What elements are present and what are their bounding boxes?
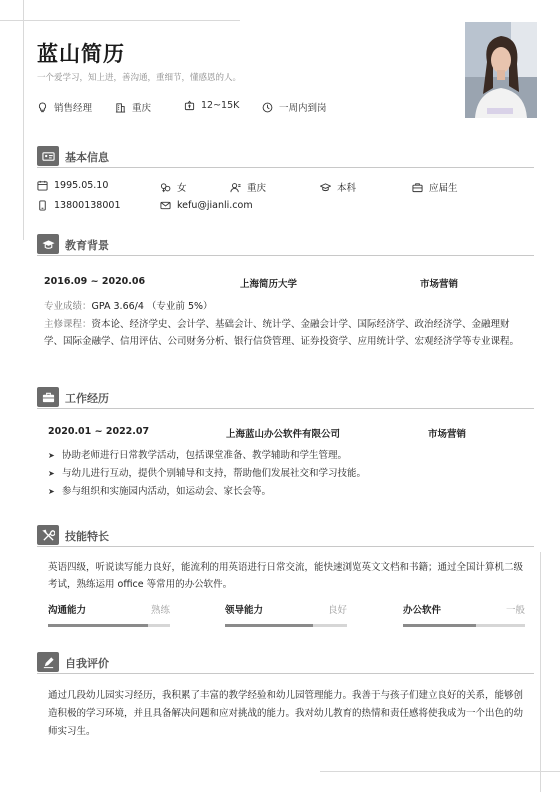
- building-icon: [115, 102, 126, 113]
- section-skills-badge: [37, 525, 59, 545]
- section-work-badge: [37, 387, 59, 407]
- profile-photo-image: [465, 22, 537, 118]
- skill-name: 领导能力: [225, 605, 264, 616]
- education-gpa-value: GPA 3.66/4 （专业前 5%）: [91, 301, 213, 312]
- info-city-value: 重庆: [247, 183, 267, 194]
- skill-level: 一般: [505, 605, 525, 616]
- skill-bar-fill: [48, 624, 148, 627]
- decor-line-left: [23, 0, 24, 240]
- skill-bar-fill: [225, 624, 313, 627]
- tools-icon: [42, 529, 55, 542]
- section-skills-title: 技能特长: [65, 530, 109, 543]
- skill-bar-track: [225, 624, 347, 627]
- profile-photo: [465, 22, 537, 118]
- section-skills-rule: [37, 546, 534, 547]
- section-basic-info-badge: [37, 146, 59, 166]
- skill-office: [403, 602, 525, 630]
- info-phone: [37, 200, 121, 211]
- envelope-icon: [160, 200, 171, 211]
- skill-leadership: [225, 602, 347, 630]
- bulb-icon: [37, 102, 48, 113]
- money-bag-icon: [184, 100, 195, 111]
- graduation-cap-icon: [320, 182, 331, 193]
- education-gpa-label: 专业成绩：: [44, 301, 92, 312]
- info-gender: [160, 180, 187, 194]
- calendar-icon: [37, 180, 48, 191]
- section-self-evaluation-title: 自我评价: [65, 657, 109, 670]
- job-intent-salary: [184, 100, 239, 111]
- person-icon: [230, 182, 241, 193]
- job-intent-city-label: 重庆: [132, 103, 152, 114]
- briefcase-icon: [412, 182, 423, 193]
- skill-bar-fill: [403, 624, 476, 627]
- section-basic-info-rule: [37, 167, 534, 168]
- briefcase-icon: [42, 391, 55, 404]
- pen-icon: [42, 656, 55, 669]
- skill-bar-track: [403, 624, 525, 627]
- id-card-icon: [42, 150, 55, 163]
- info-birthdate: [37, 180, 108, 191]
- info-birthdate-value: 1995.05.10: [54, 180, 109, 191]
- work-duties: [48, 447, 528, 501]
- work-duty-item: ➤ 协助老师进行日常教学活动，包括课堂准备、教学辅助和学生管理。: [48, 447, 528, 465]
- section-self-evaluation-rule: [37, 673, 534, 674]
- skills-summary: 英语四级，听说读写能力良好，能流利的用英语进行日常交流，能快速浏览英文文档和书籍；通过全国计算机二级考试，熟练运用 office 等常用的办公软件。: [48, 562, 524, 590]
- job-intent-row: [37, 100, 437, 116]
- phone-icon: [37, 200, 48, 211]
- skill-level: 熟练: [150, 605, 170, 616]
- education-period: 2016.09 ~ 2020.06: [44, 276, 146, 287]
- section-basic-info: [37, 146, 534, 168]
- section-education-rule: [37, 255, 534, 256]
- education-courses-value: 资本论、经济学史、会计学、基础会计、统计学、金融会计学、国际经济学、政治经济学、金融理财学、国际金融学、信用评估、公司财务分析、银行信贷管理、证券投资学、应用统计学、宏观经济学等专业课程。: [44, 319, 520, 347]
- self-evaluation-text: 通过几段幼儿园实习经历，我积累了丰富的教学经验和幼儿园管理能力。我善于与孩子们建立良好的关系，能够创造积极的学习环境，并且具备解决问题和应对挑战的能力。我对幼儿教育的热情和责任感将使我成为一个出色的幼师实习生。: [48, 690, 524, 737]
- education-gpa: [44, 298, 524, 315]
- education-courses-label: 主修课程：: [44, 319, 92, 330]
- resume-name: 蓝山简历: [37, 42, 125, 66]
- section-work: [37, 387, 534, 409]
- decor-line-top: [0, 20, 240, 21]
- education-school: 上海简历大学: [240, 279, 298, 290]
- info-email: [160, 200, 253, 211]
- section-work-title: 工作经历: [65, 392, 109, 405]
- job-intent-availability: [262, 100, 327, 114]
- info-email-value: kefu@jianli.com: [177, 200, 253, 211]
- info-phone-value: 13800138001: [54, 200, 121, 211]
- decor-line-right: [540, 552, 541, 792]
- graduation-cap-icon: [42, 238, 55, 251]
- skill-communication: [48, 602, 170, 630]
- work-duty-item: ➤ 与幼儿进行互动，提供个别辅导和支持，帮助他们发展社交和学习技能。: [48, 465, 528, 483]
- skill-level: 良好: [327, 605, 347, 616]
- section-self-evaluation: [37, 652, 534, 674]
- section-education-title: 教育背景: [65, 239, 109, 252]
- section-skills: [37, 525, 534, 547]
- resume-tagline: 一个爱学习，知上进，善沟通，重细节，懂感恩的人。: [37, 73, 242, 83]
- section-self-evaluation-badge: [37, 652, 59, 672]
- work-position: 市场营销: [428, 429, 467, 440]
- gender-icon: [160, 182, 171, 193]
- job-intent-position: [37, 100, 92, 114]
- section-education: [37, 234, 534, 256]
- skill-name: 办公软件: [403, 605, 442, 616]
- job-intent-city: [115, 100, 151, 114]
- clock-icon: [262, 102, 273, 113]
- section-basic-info-title: 基本信息: [65, 151, 109, 164]
- info-degree-value: 本科: [337, 183, 357, 194]
- education-courses: [44, 316, 522, 350]
- section-education-badge: [37, 234, 59, 254]
- job-intent-availability-label: 一周内到岗: [279, 103, 327, 114]
- section-work-rule: [37, 408, 534, 409]
- info-degree: [320, 180, 356, 194]
- info-city: [230, 180, 266, 194]
- skill-name: 沟通能力: [48, 605, 87, 616]
- info-status-value: 应届生: [429, 183, 458, 194]
- work-company: 上海蓝山办公软件有限公司: [226, 429, 341, 440]
- skill-bar-track: [48, 624, 170, 627]
- decor-line-bottom: [320, 771, 560, 772]
- info-gender-value: 女: [177, 183, 187, 194]
- work-duty-item: ➤ 参与组织和实施园内活动，如运动会、家长会等。: [48, 483, 528, 501]
- job-intent-position-label: 销售经理: [54, 103, 93, 114]
- job-intent-salary-label: 12~15K: [201, 100, 240, 111]
- info-status: [412, 180, 458, 194]
- work-period: 2020.01 ~ 2022.07: [48, 426, 150, 437]
- education-major: 市场营销: [420, 279, 459, 290]
